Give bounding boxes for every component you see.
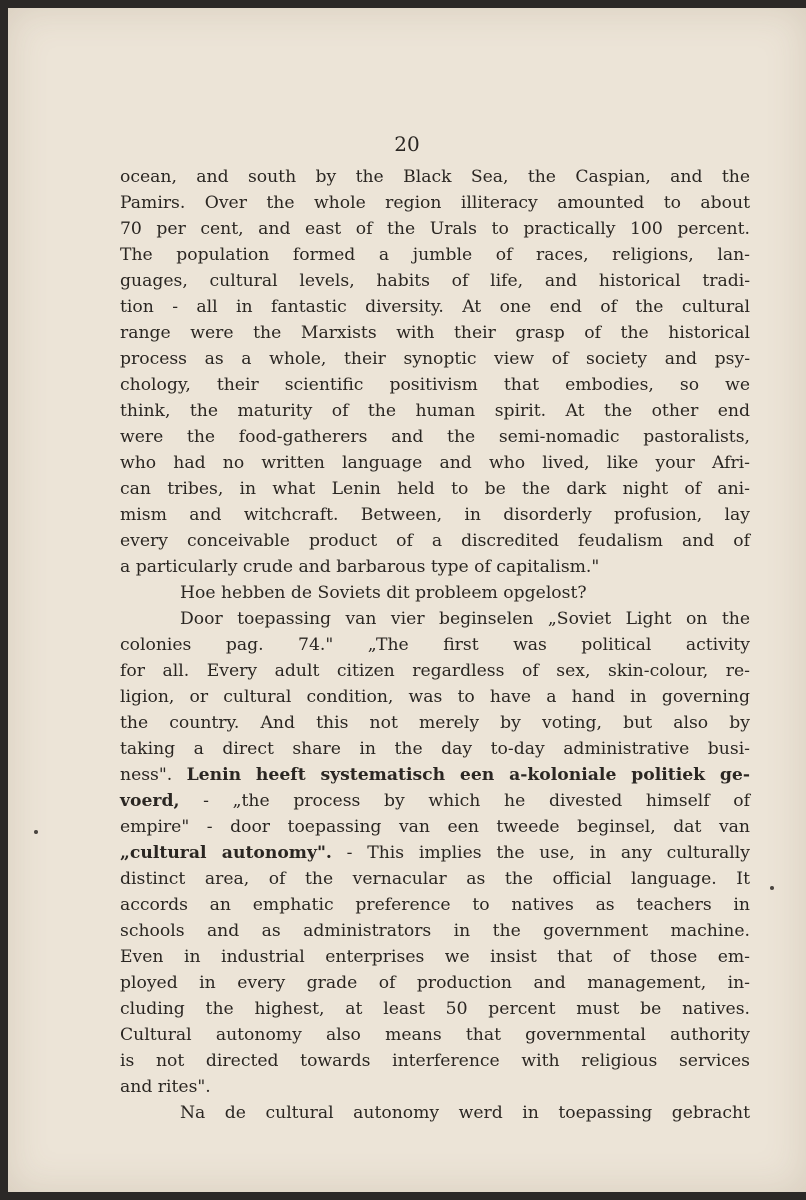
text-line: 70 per cent, and east of the Urals to practically 100 percent. bbox=[120, 219, 750, 239]
text-line: can tribes, in what Lenin held to be the dark night of ani- bbox=[120, 479, 750, 499]
text-run: ness". bbox=[120, 765, 187, 785]
text-line: every conceivable product of a discredited feudalism and of bbox=[120, 531, 750, 551]
text-run: - „the process by which he divested himself of bbox=[179, 791, 750, 811]
text-line: tion - all in fantastic diversity. At one end of the cultural bbox=[120, 297, 750, 317]
text-line: and rites". bbox=[120, 1077, 211, 1097]
text-line: Na de cultural autonomy werd in toepassing gebracht bbox=[180, 1103, 750, 1123]
text-line: ployed in every grade of production and management, in- bbox=[120, 973, 750, 993]
text-line bbox=[120, 840, 750, 866]
text-line: cluding the highest, at least 50 percent must be natives. bbox=[120, 999, 750, 1019]
text-line: process as a whole, their synoptic view of society and psy- bbox=[120, 349, 750, 369]
bold-run: voerd, bbox=[120, 791, 180, 811]
text-line: Even in industrial enterprises we insist that of those em- bbox=[120, 947, 750, 967]
text-line: ocean, and south by the Black Sea, the Caspian, and the bbox=[120, 167, 750, 187]
margin-speck bbox=[770, 886, 774, 890]
page-number: 20 bbox=[394, 132, 420, 156]
text-line: for all. Every adult citizen regardless of sex, skin-colour, re- bbox=[120, 661, 750, 681]
text-line: a particularly crude and barbarous type of capitalism." bbox=[120, 557, 600, 577]
text-line: The population formed a jumble of races, religions, lan- bbox=[120, 245, 750, 265]
text-line: Hoe hebben de Soviets dit probleem opgelost? bbox=[180, 583, 587, 603]
text-line: distinct area, of the vernacular as the official language. It bbox=[120, 869, 750, 889]
text-line: who had no written language and who lived, like your Afri- bbox=[120, 453, 750, 473]
text-line bbox=[120, 788, 750, 814]
text-line: is not directed towards interference with religious services bbox=[120, 1051, 750, 1071]
text-line: the country. And this not merely by voting, but also by bbox=[120, 713, 750, 733]
text-line: chology, their scientific positivism that embodies, so we bbox=[120, 375, 750, 395]
text-line: taking a direct share in the day to-day administrative busi- bbox=[120, 739, 750, 759]
text-run: - This implies the use, in any culturally bbox=[331, 843, 751, 863]
text-line bbox=[120, 762, 750, 788]
text-line: accords an emphatic preference to natives as teachers in bbox=[120, 895, 750, 915]
text-line: ligion, or cultural condition, was to have a hand in governing bbox=[120, 687, 750, 707]
margin-speck bbox=[34, 830, 38, 834]
body-text bbox=[120, 164, 750, 1126]
text-line: Cultural autonomy also means that governmental authority bbox=[120, 1025, 750, 1045]
bold-run: Lenin heeft systematisch een a-koloniale politiek ge- bbox=[186, 765, 750, 785]
text-line: colonies pag. 74." „The first was political activity bbox=[120, 635, 750, 655]
book-page bbox=[8, 8, 806, 1192]
text-line: schools and as administrators in the government machine. bbox=[120, 921, 750, 941]
text-line: Door toepassing van vier beginselen „Soviet Light on the bbox=[180, 609, 750, 629]
text-line: Pamirs. Over the whole region illiteracy amounted to about bbox=[120, 193, 750, 213]
text-line: mism and witchcraft. Between, in disorderly profusion, lay bbox=[120, 505, 750, 525]
text-line: were the food-gatherers and the semi-nomadic pastoralists, bbox=[120, 427, 750, 447]
bold-run: „cultural autonomy". bbox=[120, 843, 332, 863]
text-line: empire" - door toepassing van een tweede beginsel, dat van bbox=[120, 817, 750, 837]
text-line: guages, cultural levels, habits of life, and historical tradi- bbox=[120, 271, 750, 291]
text-line: think, the maturity of the human spirit. At the other end bbox=[120, 401, 750, 421]
text-line: range were the Marxists with their grasp of the historical bbox=[120, 323, 750, 343]
